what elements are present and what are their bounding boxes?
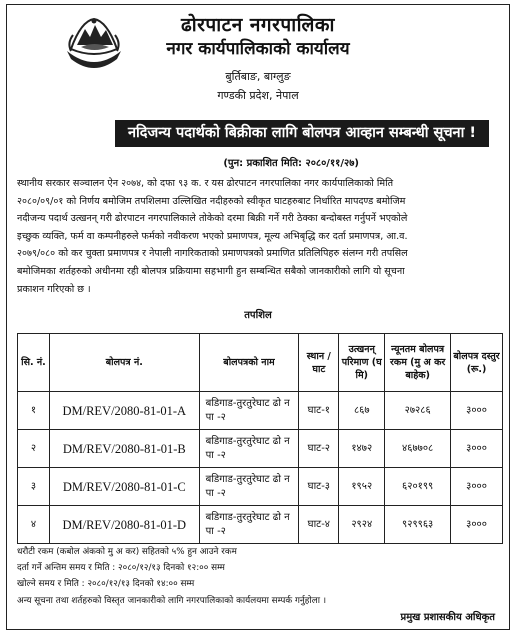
notice-footer — [17, 544, 499, 609]
province-name: गण्डकी प्रदेश, नेपाल — [217, 89, 299, 102]
cell-qty: १४७२ — [339, 430, 385, 468]
col-header-name: बोलपत्रको नाम — [199, 334, 299, 392]
table-row — [18, 430, 503, 468]
cell-name: बडिगाड-तुरतुरेघाट ढो न पा -२ — [199, 506, 299, 544]
notice-page — [6, 4, 510, 630]
cell-name: बडिगाड-तुरतुरेघाट ढो न पा -२ — [199, 392, 299, 430]
body-line: इच्छुक व्यक्ति, फर्म वा कम्पनीहरुले फर्मको नवीकरण भएको प्रमाणपत्र, मूल्य अभिबृद्धि कर दर्ता प्रमाणपत्र, आ.व. — [17, 230, 408, 242]
cell-qty: ८६७ — [339, 392, 385, 430]
cell-ref: DM/REV/2080-81-01-A — [49, 392, 199, 430]
cell-qty: १९५२ — [339, 468, 385, 506]
body-line: स्थानीय सरकार सञ्चालन ऐन २०७४, को दफा ९३ क. र यस ढोरपाटन नगरपालिका नगर कार्यपालिकाको मिति — [17, 178, 394, 189]
cell-ref: DM/REV/2080-81-01-C — [49, 468, 199, 506]
footer-line: खोल्ने समय र मिति : २०८०/१२/१३ दिनको १४:०० सम्म — [17, 579, 195, 590]
bid-table — [17, 333, 503, 544]
cell-fee: ३००० — [451, 468, 503, 506]
notice-title: नदिजन्य पदार्थको बिक्रीका लागि बोलपत्र आव्हान सम्बन्धी सूचना ! — [115, 120, 489, 147]
cell-sn: ३ — [18, 468, 50, 506]
cell-ghat: घाट-२ — [299, 430, 339, 468]
body-line: बमोजिमका शर्तहरुको अधीनमा रही बोलपत्र प्रक्रियामा सहभागी हुन सम्बन्धित सबैको जानकारीको लागि यो सूचना — [17, 265, 405, 277]
table-header-row — [18, 334, 503, 392]
body-line: २०८०/०९/०१ को निर्णय बमोजिम तपशिलमा उल्लिखित नदीहरुको स्वीकृत घाटहरुबाट निर्धारित मापदण्ड बमोजिम — [17, 195, 406, 207]
body-line: २०७९/०८० को कर चुक्ता प्रमाणपत्र र नेपाली नागरिकताको प्रमाणपत्रको प्रमाणित प्रतिलिपिहरु संलग्न गरी तपसिल — [17, 248, 408, 260]
letterhead — [7, 5, 509, 113]
cell-fee: ३००० — [451, 430, 503, 468]
office-name: नगर कार्यपालिकाको कार्यालय — [166, 39, 350, 59]
cell-name: बडिगाड-तुरतुरेघाट ढो न पा -२ — [199, 468, 299, 506]
notice-body — [17, 175, 499, 298]
cell-sn: १ — [18, 392, 50, 430]
cell-amount: ६२०१९९ — [385, 468, 451, 506]
col-header-qty: उत्खनन् परिमाण (घ मि) — [339, 334, 385, 392]
col-header-ghat: स्थान / घाट — [299, 334, 339, 392]
footer-line: दर्ता गर्ने अन्तिम समय र मिति : २०८०/१२/१३ दिनको १२:०० सम्म — [17, 563, 225, 574]
table-row — [18, 506, 503, 544]
body-line: प्रकाशन गरिएको छ । — [17, 283, 91, 295]
col-header-amount: न्यूनतम बोलपत्र रकम (मु अ कर बाहेक) — [385, 334, 451, 392]
office-address: बुर्तिबाङ, बाग्लुङ — [225, 70, 291, 83]
col-header-ref: बोलपत्र नं. — [49, 334, 199, 392]
cell-ghat: घाट-४ — [299, 506, 339, 544]
municipality-name: ढोरपाटन नगरपालिका — [181, 14, 335, 36]
cell-ghat: घाट-१ — [299, 392, 339, 430]
footer-line: धरौटी रकम (कबोल अंकको मु अ कर) सहितको ५% हुन आउने रकम — [17, 547, 237, 557]
table-row — [18, 392, 503, 430]
cell-qty: २९२४ — [339, 506, 385, 544]
cell-ghat: घाट-३ — [299, 468, 339, 506]
reissue-date: (पुन: प्रकाशित मिति: २०८०/११/२७) — [223, 158, 359, 169]
cell-sn: २ — [18, 430, 50, 468]
col-header-fee: बोलपत्र दस्तुर (रू.) — [451, 334, 503, 392]
cell-amount: ४६७७०८ — [385, 430, 451, 468]
cell-ref: DM/REV/2080-81-01-B — [49, 430, 199, 468]
cell-fee: ३००० — [451, 506, 503, 544]
cell-fee: ३००० — [451, 392, 503, 430]
cell-ref: DM/REV/2080-81-01-D — [49, 506, 199, 544]
cell-name: बडिगाड-तुरतुरेघाट ढो न पा -२ — [199, 430, 299, 468]
col-header-sn: सि. नं. — [18, 334, 50, 392]
cell-amount: २७२८६ — [385, 392, 451, 430]
schedule-label: तपशिल — [244, 310, 272, 321]
footer-line: अन्य सूचना तथा शर्तहरुको विस्तृत जानकारीको लागि नगरपालिकाको कार्यलयमा सम्पर्क गर्नुहोला । — [17, 595, 327, 606]
table-row — [18, 468, 503, 506]
body-line: नदीजन्य पदार्थ उत्खनन् गरी ढोरपाटन नगरपालिकाले तोकेको दरमा बिक्री गर्ने गरी ठेक्का बन्दोबस्त गर्नुपर्ने भएकोले — [17, 213, 408, 225]
cell-amount: ९२९९६३ — [385, 506, 451, 544]
signatory: प्रमुख प्रशासकीय अधिकृत — [400, 612, 495, 623]
cell-sn: ४ — [18, 506, 50, 544]
